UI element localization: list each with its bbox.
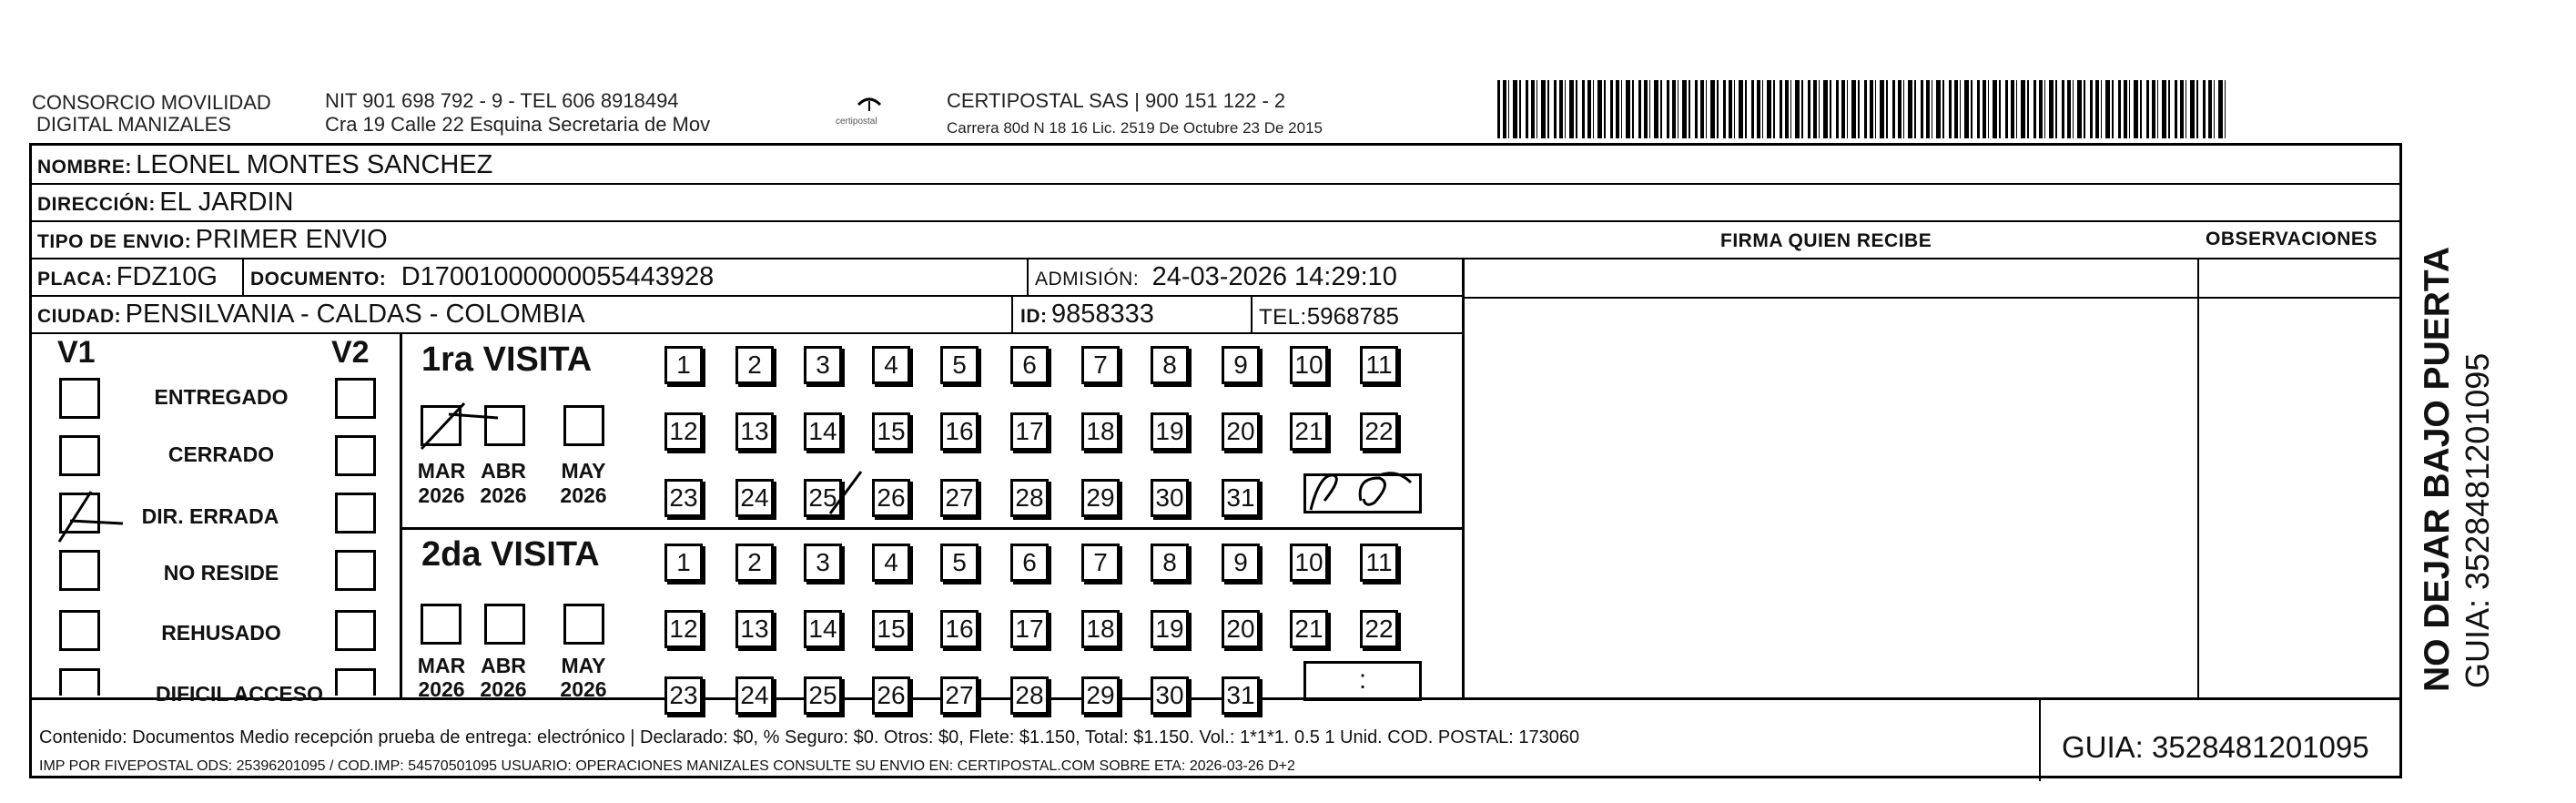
second-visit-day-1[interactable]: 1 — [664, 544, 703, 582]
first-visit-day-28[interactable]: 28 — [1010, 479, 1049, 517]
second-visit-month-abr-box[interactable] — [484, 604, 525, 645]
first-visit-month-may-box[interactable] — [563, 405, 604, 446]
first-visit-day-20[interactable]: 20 — [1222, 412, 1260, 451]
address-field — [37, 188, 293, 221]
second-visit-day-4[interactable]: 4 — [872, 544, 910, 582]
second-visit-day-30[interactable]: 30 — [1151, 676, 1189, 715]
first-visit-day-10[interactable]: 10 — [1290, 346, 1328, 384]
v1-rehusado-checkbox[interactable] — [59, 610, 100, 651]
shipping-type-value: PRIMER ENVIO — [195, 225, 388, 254]
second-visit-month-mar-box[interactable] — [421, 604, 461, 645]
document-label: DOCUMENTO: — [250, 269, 387, 290]
v1-no-reside-checkbox[interactable] — [59, 550, 100, 591]
first-visit-day-19[interactable]: 19 — [1151, 412, 1189, 451]
second-visit-month-mar: MAR — [417, 654, 466, 677]
v2-entregado-checkbox[interactable] — [335, 378, 376, 419]
tel-field — [1259, 301, 1399, 335]
v2-rehusado-checkbox[interactable] — [335, 610, 376, 651]
city-value: PENSILVANIA - CALDAS - COLOMBIA — [125, 300, 585, 329]
document-value: D17001000000055443928 — [401, 262, 715, 291]
first-visit-day-3[interactable]: 3 — [804, 346, 842, 384]
first-visit-day-9[interactable]: 9 — [1222, 346, 1260, 384]
admission-label: ADMISIÓN: — [1035, 269, 1140, 290]
first-visit-day-6[interactable]: 6 — [1010, 346, 1049, 384]
second-visit-day-6[interactable]: 6 — [1010, 544, 1049, 582]
first-visit-day-21[interactable]: 21 — [1290, 412, 1328, 451]
second-visit-day-29[interactable]: 29 — [1081, 676, 1120, 715]
first-visit-year-mar: 2026 — [418, 483, 465, 507]
second-visit-day-31[interactable]: 31 — [1222, 676, 1260, 715]
logo-caption: certipostal — [836, 117, 877, 127]
shipping-type-label: TIPO DE ENVIO: — [37, 231, 192, 252]
first-visit-title: 1ra VISITA — [421, 341, 593, 379]
v1-dificil-acceso-checkbox[interactable] — [59, 668, 100, 696]
first-visit-day-16[interactable]: 16 — [940, 412, 979, 451]
signature-header: FIRMA QUIEN RECIBE — [1720, 230, 1932, 251]
first-visit-day-25[interactable]: 25 — [804, 479, 842, 517]
id-field — [1020, 300, 1154, 333]
observations-header: OBSERVACIONES — [2206, 229, 2378, 249]
city-label: CIUDAD: — [37, 306, 122, 327]
v1-entregado-checkbox[interactable] — [59, 378, 100, 419]
carrier-line2: Carrera 80d N 18 16 Lic. 2519 De Octubre 23 De 2015 — [947, 119, 1323, 137]
first-visit-day-22[interactable]: 22 — [1360, 412, 1398, 451]
second-visit-day-18[interactable]: 18 — [1081, 610, 1120, 648]
second-visit-day-10[interactable]: 10 — [1290, 544, 1328, 582]
second-visit-day-27[interactable]: 27 — [940, 676, 979, 715]
name-label: NOMBRE: — [37, 157, 132, 178]
no-dejar-bajo-puerta-warning: NO DEJAR BAJO PUERTA — [2418, 246, 2457, 692]
second-visit-day-25[interactable]: 25 — [804, 676, 842, 715]
document-field — [250, 262, 714, 296]
address-label: DIRECCIÓN: — [37, 194, 156, 215]
footer-imp-line: IMP POR FIVEPOSTAL ODS: 25396201095 / COD.IMP: 54570501095 USUARIO: OPERACIONES MANIZALES CONSULTE SU ENVIO EN: CERTIPOSTAL.COM SOBRE ETA: 2026-03-26 D+2 — [39, 758, 1295, 774]
v2-no-reside-checkbox[interactable] — [335, 550, 376, 591]
first-visit-day-26[interactable]: 26 — [872, 479, 910, 517]
second-visit-day-20[interactable]: 20 — [1222, 610, 1260, 648]
first-visit-year-abr: 2026 — [480, 483, 527, 507]
recipient-address: EL JARDIN — [159, 188, 294, 217]
first-visit-day-15[interactable]: 15 — [872, 412, 910, 451]
first-visit-year-may: 2026 — [560, 483, 607, 507]
first-visit-day-1[interactable]: 1 — [664, 346, 703, 384]
side-guide-number: GUIA: 3528481201095 — [2459, 352, 2496, 688]
second-visit-day-24[interactable]: 24 — [735, 676, 774, 715]
nit-line: NIT 901 698 792 - 9 - TEL 606 8918494 — [325, 89, 679, 112]
company-name-line1: CONSORCIO MOVILIDAD — [32, 91, 271, 114]
first-visit-day-11[interactable]: 11 — [1360, 346, 1398, 384]
second-visit-day-8[interactable]: 8 — [1151, 544, 1189, 582]
second-visit-year-mar: 2026 — [418, 677, 465, 701]
first-visit-day-18[interactable]: 18 — [1081, 412, 1120, 451]
second-visit-month-may: MAY — [561, 654, 606, 677]
v1-dir-errada-checkbox[interactable] — [59, 493, 100, 534]
second-visit-title: 2da VISITA — [421, 535, 600, 574]
v2-header: V2 — [331, 335, 370, 370]
second-visit-day-26[interactable]: 26 — [872, 676, 910, 715]
first-visit-day-23[interactable]: 23 — [664, 479, 703, 517]
second-visit-day-13[interactable]: 13 — [735, 610, 774, 648]
first-visit-day-12[interactable]: 12 — [664, 412, 703, 451]
first-visit-month-abr: ABR — [481, 459, 526, 483]
status-cerrado: CERRADO — [167, 442, 275, 466]
second-visit-time-box[interactable]: : — [1303, 661, 1422, 701]
second-visit-day-19[interactable]: 19 — [1151, 610, 1189, 648]
second-visit-day-11[interactable]: 11 — [1360, 544, 1398, 582]
second-visit-year-may: 2026 — [560, 677, 607, 701]
first-visit-month-abr-box[interactable] — [484, 405, 525, 446]
first-visit-day-8[interactable]: 8 — [1151, 346, 1189, 384]
name-field — [37, 150, 492, 184]
second-visit-day-14[interactable]: 14 — [804, 610, 842, 648]
id-value: 9858333 — [1050, 300, 1154, 329]
v2-cerrado-checkbox[interactable] — [335, 435, 376, 476]
company-address-line: Cra 19 Calle 22 Esquina Secretaria de Mov — [325, 113, 711, 136]
footer-guide: GUIA: 3528481201095 — [2062, 730, 2369, 764]
status-dir-errada: DIR. ERRADA — [141, 504, 279, 528]
certipostal-logo-icon — [856, 96, 883, 117]
first-visit-day-27[interactable]: 27 — [940, 479, 979, 517]
second-visit-day-22[interactable]: 22 — [1360, 610, 1398, 648]
first-visit-day-7[interactable]: 7 — [1081, 346, 1120, 384]
first-visit-month-may: MAY — [561, 459, 606, 483]
side-text — [2417, 247, 2497, 692]
first-visit-day-17[interactable]: 17 — [1010, 412, 1049, 451]
status-rehusado: REHUSADO — [161, 621, 281, 645]
second-visit-day-5[interactable]: 5 — [940, 544, 979, 582]
plate-label: PLACA: — [37, 269, 113, 290]
second-visit-day-17[interactable]: 17 — [1010, 610, 1049, 648]
v1-header: V1 — [57, 335, 96, 370]
company-name-line2: DIGITAL MANIZALES — [36, 113, 231, 136]
first-visit-day-13[interactable]: 13 — [735, 412, 774, 451]
second-visit-day-21[interactable]: 21 — [1290, 610, 1328, 648]
second-visit-day-3[interactable]: 3 — [804, 544, 842, 582]
first-visit-day-14[interactable]: 14 — [804, 412, 842, 451]
first-visit-day-5[interactable]: 5 — [940, 346, 979, 384]
first-visit-day-24[interactable]: 24 — [735, 479, 774, 517]
status-dificil-acceso: DIFICIL ACCESO — [155, 682, 323, 706]
first-visit-day-4[interactable]: 4 — [872, 346, 910, 384]
v2-dir-errada-checkbox[interactable] — [335, 493, 376, 534]
status-entregado: ENTREGADO — [154, 385, 289, 409]
second-visit-day-7[interactable]: 7 — [1081, 544, 1120, 582]
first-visit-month-mar: MAR — [417, 459, 466, 483]
tel-label: TEL: — [1259, 305, 1307, 330]
recipient-name: LEONEL MONTES SANCHEZ — [136, 150, 493, 179]
carrier-line1: CERTIPOSTAL SAS | 900 151 122 - 2 — [947, 89, 1286, 112]
second-visit-day-9[interactable]: 9 — [1222, 544, 1260, 582]
second-visit-day-15[interactable]: 15 — [872, 610, 910, 648]
second-visit-month-may-box[interactable] — [563, 604, 604, 645]
plate-value: FDZ10G — [116, 262, 218, 291]
delivery-form — [29, 143, 2402, 778]
second-visit-day-12[interactable]: 12 — [664, 610, 703, 648]
plate-field — [37, 262, 218, 296]
tel-value: 5968785 — [1306, 302, 1399, 330]
first-visit-day-29[interactable]: 29 — [1081, 479, 1120, 517]
first-visit-day-31[interactable]: 31 — [1222, 479, 1260, 517]
first-visit-month-mar-box[interactable] — [421, 405, 461, 446]
second-visit-day-2[interactable]: 2 — [735, 544, 774, 582]
second-visit-day-16[interactable]: 16 — [940, 610, 979, 648]
v1-cerrado-checkbox[interactable] — [59, 435, 100, 476]
first-visit-day-30[interactable]: 30 — [1151, 479, 1189, 517]
second-visit-year-abr: 2026 — [480, 677, 527, 701]
city-field — [37, 300, 585, 333]
shipping-type-field — [37, 225, 388, 259]
second-visit-month-abr: ABR — [481, 654, 526, 677]
v2-dificil-acceso-checkbox[interactable] — [335, 668, 376, 696]
first-visit-day-2[interactable]: 2 — [735, 346, 774, 384]
second-visit-day-23[interactable]: 23 — [664, 676, 703, 715]
barcode — [1497, 80, 2226, 138]
status-no-reside: NO RESIDE — [163, 561, 279, 584]
admission-field — [1035, 262, 1397, 296]
first-visit-time-box[interactable] — [1303, 473, 1422, 513]
admission-value: 24-03-2026 14:29:10 — [1151, 262, 1397, 291]
second-visit-day-28[interactable]: 28 — [1010, 676, 1049, 715]
footer-content-line: Contenido: Documentos Medio recepción prueba de entrega: electrónico | Declarado: $0, % Seguro: $0. Otros: $0, Flete: $1.150, Total: $1.150. Vol.: 1*1*1. 0.5 1 Unid. COD. POSTAL: 173060 — [39, 727, 1580, 747]
id-label: ID: — [1020, 306, 1048, 327]
